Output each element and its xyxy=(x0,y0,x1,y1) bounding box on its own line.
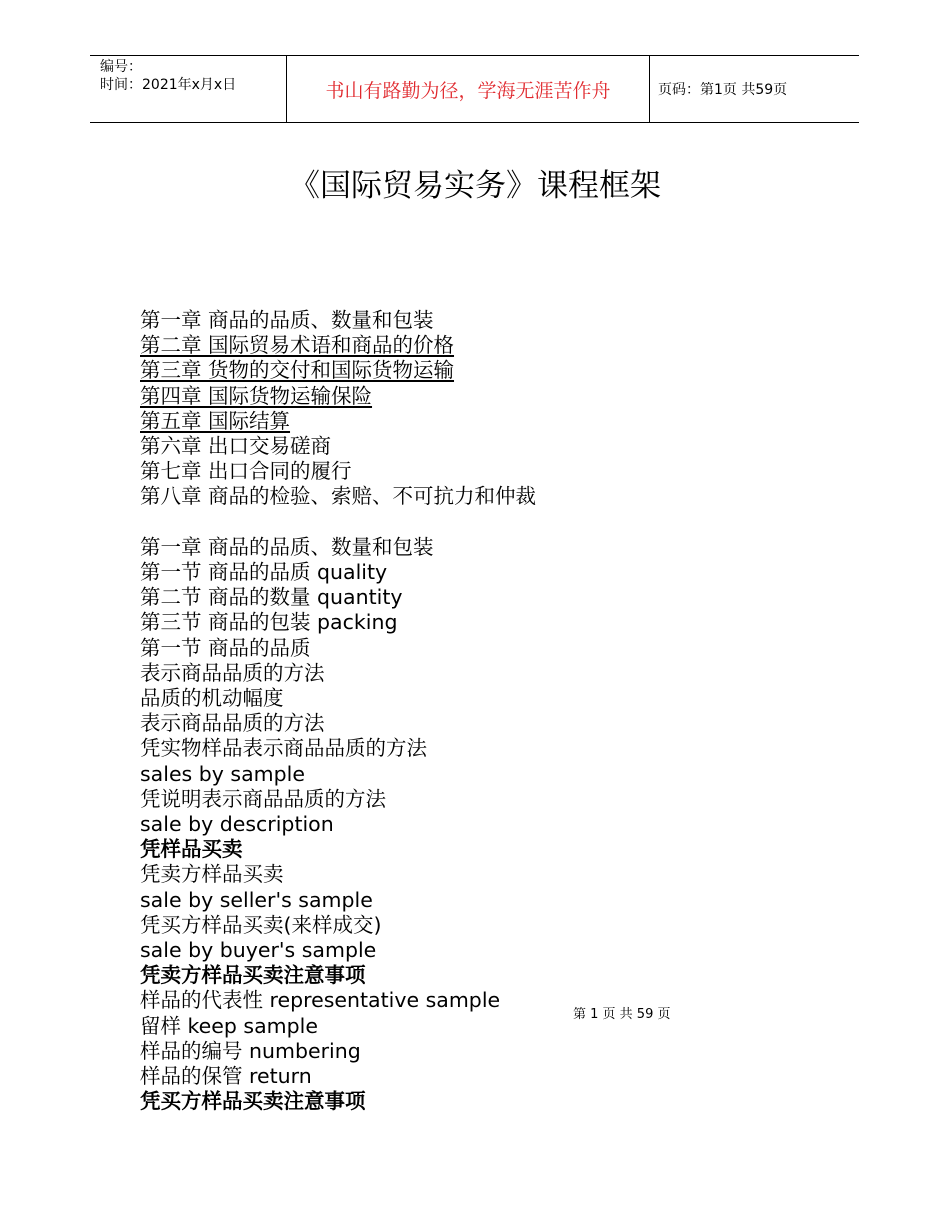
body-line: sale by seller's sample xyxy=(140,887,373,912)
page-footer: 第 1 页 共 59 页 xyxy=(573,1007,671,1022)
toc-link-2[interactable]: 第二章 国际贸易术语和商品的价格 xyxy=(140,333,455,358)
chapter-heading: 第一章 商品的品质、数量和包装 xyxy=(140,534,434,559)
page-code: 页码：第1页 共59页 xyxy=(658,82,788,98)
body-line: 样品的代表性 representative sample xyxy=(140,988,501,1013)
spacer xyxy=(140,510,700,535)
body-line: sale by buyer's sample xyxy=(140,938,377,963)
section-heading: 第一节 商品的品质 xyxy=(140,635,311,660)
header-page-cell xyxy=(650,56,859,122)
body-line-bold: 凭买方样品买卖注意事项 xyxy=(140,1089,366,1114)
body-line: 凭买方样品买卖(来样成交) xyxy=(140,912,382,937)
body-line-bold: 凭卖方样品买卖注意事项 xyxy=(140,963,366,988)
toc-item-1: 第一章 商品的品质、数量和包装 xyxy=(140,308,434,332)
toc-link-3[interactable]: 第三章 货物的交付和国际货物运输 xyxy=(140,358,455,383)
document-title: 《国际贸易实务》课程框架 xyxy=(289,168,661,204)
toc-item-7: 第七章 出口合同的履行 xyxy=(140,459,352,484)
body-line-bold: 凭样品买卖 xyxy=(140,837,243,862)
toc-link-4[interactable]: 第四章 国际货物运输保险 xyxy=(140,383,373,408)
section-item: 第三节 商品的包装 packing xyxy=(140,610,398,635)
section-item: 第二节 商品的数量 quantity xyxy=(140,585,403,610)
time-label: 时间：2021年x月x日 xyxy=(100,77,237,93)
body-line: sales by sample xyxy=(140,761,305,786)
header-motto-cell xyxy=(287,56,650,122)
body-line: 凭卖方样品买卖 xyxy=(140,862,284,887)
toc-item-6: 第六章 出口交易磋商 xyxy=(140,434,332,459)
section-item: 第一节 商品的品质 quality xyxy=(140,560,388,585)
body-line: 样品的保管 return xyxy=(140,1064,312,1089)
body-line: 凭说明表示商品品质的方法 xyxy=(140,786,386,811)
body-line: 品质的机动幅度 xyxy=(140,686,284,711)
document-body xyxy=(140,308,700,1114)
body-line: 表示商品品质的方法 xyxy=(140,711,325,736)
header-meta-cell xyxy=(90,56,287,122)
body-line: 留样 keep sample xyxy=(140,1013,318,1038)
body-line: 样品的编号 numbering xyxy=(140,1038,361,1063)
body-line: 表示商品品质的方法 xyxy=(140,660,325,685)
motto-text: 书山有路勤为径，学海无涯苦作舟 xyxy=(325,79,611,102)
number-label: 编号： xyxy=(100,59,142,75)
header-table xyxy=(90,55,859,123)
toc-item-8: 第八章 商品的检验、索赔、不可抗力和仲裁 xyxy=(140,484,537,509)
body-line: sale by description xyxy=(140,812,334,837)
body-line: 凭实物样品表示商品品质的方法 xyxy=(140,736,427,761)
toc-link-5[interactable]: 第五章 国际结算 xyxy=(140,408,291,433)
